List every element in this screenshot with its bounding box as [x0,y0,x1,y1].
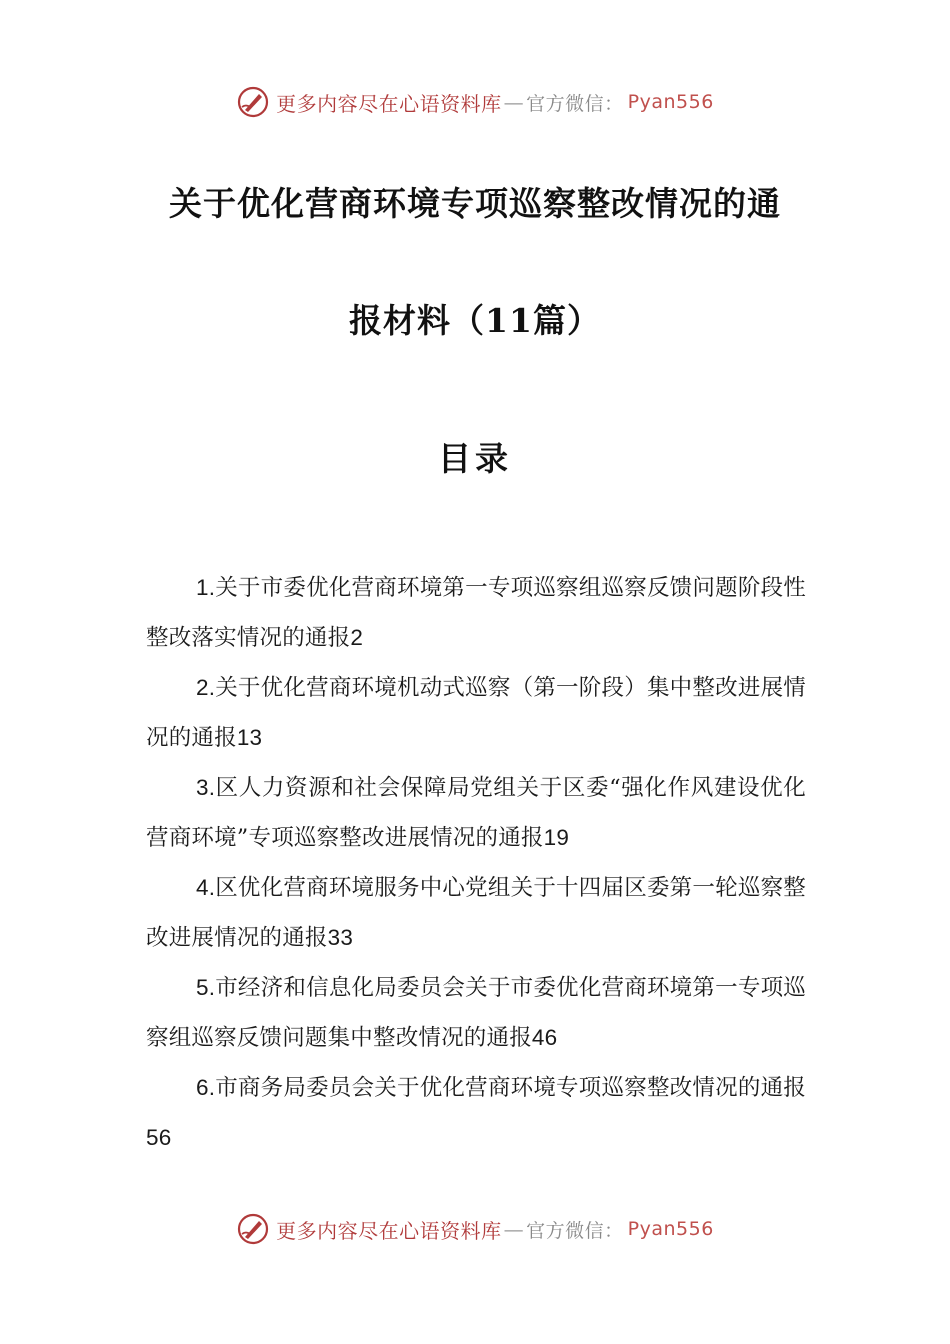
toc-entry-text: 区优化营商环境服务中心党组关于十四届区委第一轮巡察整改进展情况的通报 [146,875,806,951]
watermark-main-text: 更多内容尽在心语资料库 [276,91,502,116]
toc-entry-page: 19 [543,825,570,850]
toc-entry[interactable] [146,563,806,663]
toc-entry-page: 13 [236,725,263,750]
toc-entry-page: 33 [327,925,354,950]
toc-entry-number: 2. [196,675,216,700]
toc-entry-page: 56 [146,1125,172,1150]
toc-entry-text: 关于市委优化营商环境第一专项巡察组巡察反馈问题阶段性整改落实情况的通报 [146,575,806,651]
toc-entry-text: 关于优化营商环境机动式巡察（第一阶段）集中整改进展情况的通报 [146,675,806,751]
toc-entry-number: 3. [196,775,216,800]
watermark-wechat-id: Pyan556 [627,91,714,113]
toc-entry-page: 46 [531,1025,558,1050]
toc-entry[interactable] [146,1063,806,1163]
toc-entry-number: 4. [196,875,216,900]
toc-entry-text: 市商务局委员会关于优化营商环境专项巡察整改情况的通报 [215,1075,806,1101]
watermark-main-text: 更多内容尽在心语资料库 [276,1218,502,1243]
toc-entry-text: 市经济和信息化局委员会关于市委优化营商环境第一专项巡察组巡察反馈问题集中整改情况的通报 [146,975,806,1051]
toc-entry[interactable] [146,963,806,1063]
document-title-line-1: 关于优化营商环境专项巡察整改情况的通 [169,184,781,223]
toc-entry[interactable] [146,863,806,963]
toc-entry-number: 5. [196,975,216,1000]
toc-entry-page: 2 [350,625,364,650]
toc-entry[interactable] [146,763,806,863]
toc-heading: 目录 [438,439,512,478]
toc-entry-text: 区人力资源和社会保障局党组关于区委“强化作风建设优化营商环境”专项巡察整改进展情况的通报 [146,775,806,851]
toc-entry-number: 6. [196,1075,216,1100]
watermark-top [0,82,950,122]
watermark-bottom [0,1209,950,1249]
watermark-official-label: 官方微信： [526,92,624,115]
watermark-separator: — [503,90,525,114]
watermark-wechat-id: Pyan556 [627,1218,714,1240]
watermark-separator: — [503,1217,525,1241]
toc-entry[interactable] [146,663,806,763]
pen-logo-icon [236,1212,270,1246]
watermark-official-label: 官方微信： [526,1219,624,1242]
pen-logo-icon [236,85,270,119]
table-of-contents [146,563,806,1163]
toc-entry-number: 1. [196,575,216,600]
document-title-line-2: 报材料（11篇） [349,301,601,340]
